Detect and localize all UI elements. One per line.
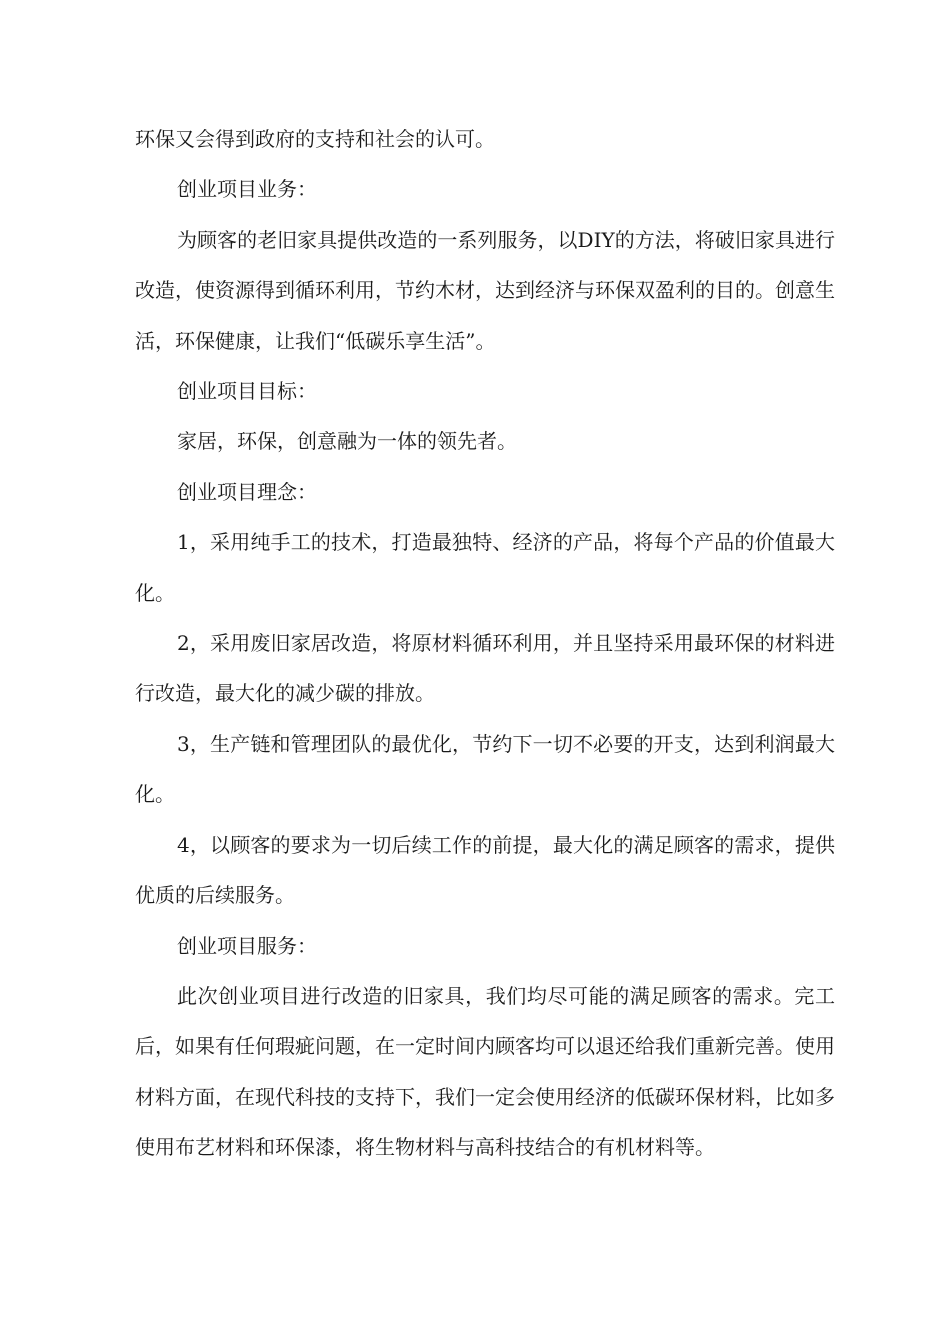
heading-project-service: 创业项目服务：: [177, 933, 317, 958]
heading-project-business: 创业项目业务：: [177, 177, 317, 202]
heading-project-goal: 创业项目目标：: [177, 379, 317, 404]
philosophy-item-3: 3，生产链和管理团队的最优化，节约下一切不必要的开支，达到利润最大化。: [135, 731, 835, 807]
paragraph-service-description: 此次创业项目进行改造的旧家具，我们均尽可能的满足顾客的需求。完工后，如果有任何瑕疵问题，在一定时间内顾客均可以退还给我们重新完善。使用材料方面，在现代科技的支持下，我们一定会使用经济的低碳环保材料，比如多使用布艺材料和环保漆，将生物材料与高科技结合的有机材料等。: [135, 983, 835, 1160]
document-body: [135, 114, 835, 1173]
heading-project-philosophy: 创业项目理念：: [177, 479, 317, 504]
philosophy-item-1: 1，采用纯手工的技术，打造最独特、经济的产品，将每个产品的价值最大化。: [135, 530, 835, 605]
paragraph-business-description: 为顾客的老旧家具提供改造的一系列服务，以DIY的方法，将破旧家具进行改造，使资源得到循环利用，节约木材，达到经济与环保双盈利的目的。创意生活，环保健康，让我们“低碳乐享生活”。: [135, 227, 835, 353]
paragraph-goal-description: 家居，环保，创意融为一体的领先者。: [177, 429, 517, 454]
philosophy-item-2: 2，采用废旧家居改造，将原材料循环利用，并且坚持采用最环保的材料进行改造，最大化的减少碳的排放。: [135, 631, 835, 706]
philosophy-item-4: 4，以顾客的要求为一切后续工作的前提，最大化的满足顾客的需求，提供优质的后续服务。: [135, 832, 835, 908]
paragraph-continuation: 环保又会得到政府的支持和社会的认可。: [135, 127, 495, 151]
